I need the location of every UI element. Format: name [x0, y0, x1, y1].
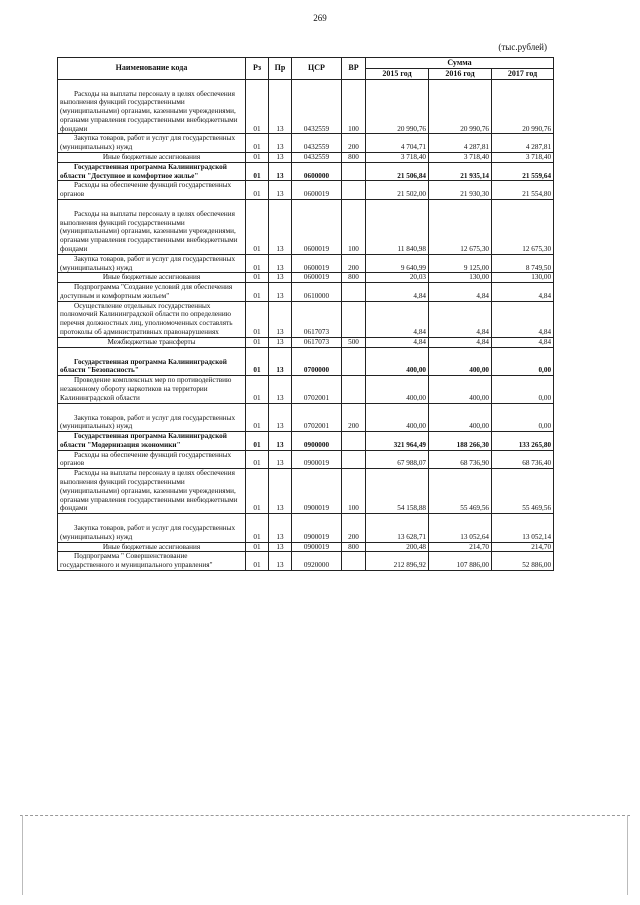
table-row [58, 337, 554, 347]
cell-rz: 01 [246, 162, 269, 181]
table-row [58, 181, 554, 200]
table-row [58, 199, 554, 254]
cell-rz: 01 [246, 347, 269, 376]
cell-y2016: 214,70 [429, 542, 492, 552]
cell-y2016: 3 718,40 [429, 152, 492, 162]
cell-y2017: 214,70 [492, 542, 554, 552]
cell-name: Иные бюджетные ассигнования [58, 152, 246, 162]
cell-y2016: 107 886,00 [429, 552, 492, 571]
cell-rz: 01 [246, 283, 269, 302]
table-row [58, 376, 554, 403]
cell-y2017: 8 749,50 [492, 254, 554, 273]
cell-name: Закупка товаров, работ и услуг для государственных (муниципальных) нужд [58, 134, 246, 153]
cell-y2015: 400,00 [366, 376, 429, 403]
cell-y2016: 4 287,81 [429, 134, 492, 153]
cell-y2016: 20 990,76 [429, 79, 492, 134]
cell-pr: 13 [269, 134, 292, 153]
cell-rz: 01 [246, 134, 269, 153]
cell-vr [342, 181, 366, 200]
table-row [58, 542, 554, 552]
cell-name: Иные бюджетные ассигнования [58, 273, 246, 283]
cell-y2016: 21 935,14 [429, 162, 492, 181]
cell-y2017: 4 287,81 [492, 134, 554, 153]
cell-y2015: 9 640,99 [366, 254, 429, 273]
table-row [58, 552, 554, 571]
cell-y2015: 20 990,76 [366, 79, 429, 134]
cell-name: Расходы на выплаты персоналу в целях обеспечения выполнения функций государственными (муниципальными) органами, казенными учреждениями, органами управления государственными внебюджетными фондами [58, 79, 246, 134]
cell-y2016: 68 736,90 [429, 450, 492, 469]
cell-rz: 01 [246, 450, 269, 469]
table-row [58, 469, 554, 514]
cell-csr: 0900019 [292, 450, 342, 469]
cell-y2016: 12 675,30 [429, 199, 492, 254]
cell-csr: 0617073 [292, 301, 342, 337]
cell-csr: 0600019 [292, 181, 342, 200]
cell-y2015: 13 628,71 [366, 514, 429, 543]
cell-y2017: 52 886,00 [492, 552, 554, 571]
table-row [58, 162, 554, 181]
header-sum: Сумма [366, 58, 554, 69]
cell-vr: 200 [342, 134, 366, 153]
cell-vr [342, 347, 366, 376]
cell-y2016: 21 930,30 [429, 181, 492, 200]
cell-y2017: 68 736,40 [492, 450, 554, 469]
cell-pr: 13 [269, 347, 292, 376]
page-number: 269 [313, 13, 327, 23]
header-csr: ЦСР [292, 58, 342, 80]
cell-y2015: 21 506,84 [366, 162, 429, 181]
cell-csr: 0600019 [292, 199, 342, 254]
cell-pr: 13 [269, 552, 292, 571]
table-row [58, 134, 554, 153]
cell-y2017: 55 469,56 [492, 469, 554, 514]
cell-csr: 0432559 [292, 152, 342, 162]
cell-csr: 0610000 [292, 283, 342, 302]
cell-rz: 01 [246, 469, 269, 514]
header-name: Наименование кода [58, 58, 246, 80]
cell-pr: 13 [269, 254, 292, 273]
cell-pr: 13 [269, 376, 292, 403]
cell-y2017: 4,84 [492, 337, 554, 347]
cell-vr: 500 [342, 337, 366, 347]
cell-csr: 0617073 [292, 337, 342, 347]
cell-y2016: 400,00 [429, 347, 492, 376]
cell-vr: 200 [342, 254, 366, 273]
cell-y2017: 13 052,14 [492, 514, 554, 543]
cell-y2017: 133 265,80 [492, 432, 554, 451]
cell-rz: 01 [246, 376, 269, 403]
cell-y2015: 400,00 [366, 403, 429, 432]
cell-y2015: 200,48 [366, 542, 429, 552]
cell-y2015: 11 840,98 [366, 199, 429, 254]
cell-csr: 0900019 [292, 514, 342, 543]
cell-csr: 0900000 [292, 432, 342, 451]
cell-vr: 800 [342, 542, 366, 552]
cell-y2017: 12 675,30 [492, 199, 554, 254]
cell-vr: 800 [342, 273, 366, 283]
unit-label: (тыс.рублей) [498, 42, 547, 52]
budget-table [57, 57, 554, 571]
cell-name: Проведение комплексных мер по противодействию незаконному обороту наркотиков на территории Калининградской области [58, 376, 246, 403]
cell-rz: 01 [246, 181, 269, 200]
cell-pr: 13 [269, 403, 292, 432]
header-year-2016: 2016 год [429, 68, 492, 79]
cell-pr: 13 [269, 162, 292, 181]
cell-name: Закупка товаров, работ и услуг для государственных (муниципальных) нужд [58, 403, 246, 432]
cell-y2017: 21 559,64 [492, 162, 554, 181]
cell-name: Подпрограмма " Совершенствование государственного и муниципального управления" [58, 552, 246, 571]
cell-vr [342, 376, 366, 403]
cell-vr [342, 432, 366, 451]
cell-y2017: 21 554,80 [492, 181, 554, 200]
cell-rz: 01 [246, 79, 269, 134]
scan-margin-line-right [627, 815, 628, 895]
cell-pr: 13 [269, 432, 292, 451]
cell-y2016: 400,00 [429, 376, 492, 403]
cell-csr: 0600019 [292, 273, 342, 283]
header-rz: Рз [246, 58, 269, 80]
cell-csr: 0702001 [292, 376, 342, 403]
cell-rz: 01 [246, 552, 269, 571]
header-vr: ВР [342, 58, 366, 80]
cell-y2015: 4,84 [366, 301, 429, 337]
header-pr: Пр [269, 58, 292, 80]
cell-rz: 01 [246, 199, 269, 254]
cell-csr: 0432559 [292, 79, 342, 134]
cell-name: Государственная программа Калининградской области "Безопасность" [58, 347, 246, 376]
cell-name: Подпрограмма "Создание условий для обеспечения доступным и комфортным жильем" [58, 283, 246, 302]
cell-pr: 13 [269, 301, 292, 337]
cell-name: Государственная программа Калининградской области "Модернизация экономики" [58, 432, 246, 451]
cell-vr [342, 552, 366, 571]
cell-y2016: 4,84 [429, 301, 492, 337]
cell-csr: 0702001 [292, 403, 342, 432]
cell-pr: 13 [269, 199, 292, 254]
header-year-2017: 2017 год [492, 68, 554, 79]
cell-vr [342, 283, 366, 302]
cell-y2016: 55 469,56 [429, 469, 492, 514]
cell-vr: 200 [342, 403, 366, 432]
table-header-row [58, 58, 554, 69]
cell-y2016: 4,84 [429, 283, 492, 302]
cell-name: Закупка товаров, работ и услуг для государственных (муниципальных) нужд [58, 254, 246, 273]
cell-y2015: 67 988,07 [366, 450, 429, 469]
cell-y2017: 0,00 [492, 403, 554, 432]
cell-csr: 0600000 [292, 162, 342, 181]
cell-y2015: 212 896,92 [366, 552, 429, 571]
header-year-2015: 2015 год [366, 68, 429, 79]
cell-name: Закупка товаров, работ и услуг для государственных (муниципальных) нужд [58, 514, 246, 543]
cell-pr: 13 [269, 337, 292, 347]
cell-name: Межбюджетные трансферты [58, 337, 246, 347]
table-row [58, 450, 554, 469]
cell-name: Государственная программа Калининградской области "Доступное и комфортное жилье" [58, 162, 246, 181]
table-row [58, 79, 554, 134]
cell-y2015: 4,84 [366, 337, 429, 347]
cell-rz: 01 [246, 273, 269, 283]
cell-csr: 0600019 [292, 254, 342, 273]
cell-vr [342, 450, 366, 469]
cell-pr: 13 [269, 152, 292, 162]
cell-y2017: 0,00 [492, 347, 554, 376]
table-row [58, 152, 554, 162]
table-row [58, 403, 554, 432]
cell-csr: 0700000 [292, 347, 342, 376]
cell-pr: 13 [269, 283, 292, 302]
cell-y2016: 130,00 [429, 273, 492, 283]
cell-rz: 01 [246, 254, 269, 273]
table-row [58, 254, 554, 273]
cell-pr: 13 [269, 450, 292, 469]
cell-y2015: 400,00 [366, 347, 429, 376]
table-body [58, 79, 554, 571]
table-row [58, 301, 554, 337]
cell-rz: 01 [246, 337, 269, 347]
cell-y2017: 4,84 [492, 283, 554, 302]
cell-rz: 01 [246, 542, 269, 552]
cell-csr: 0920000 [292, 552, 342, 571]
cell-vr [342, 162, 366, 181]
cell-name: Расходы на обеспечение функций государственных органов [58, 450, 246, 469]
cell-name: Расходы на выплаты персоналу в целях обеспечения выполнения функций государственными (муниципальными) органами, казенными учреждениями, органами управления государственными внебюджетными фондами [58, 199, 246, 254]
cell-y2015: 3 718,40 [366, 152, 429, 162]
cell-y2017: 3 718,40 [492, 152, 554, 162]
cell-pr: 13 [269, 181, 292, 200]
scan-margin-line-left [22, 815, 23, 895]
cell-rz: 01 [246, 403, 269, 432]
cell-y2016: 13 052,64 [429, 514, 492, 543]
cell-pr: 13 [269, 79, 292, 134]
cell-rz: 01 [246, 301, 269, 337]
cell-vr: 100 [342, 79, 366, 134]
cell-y2017: 130,00 [492, 273, 554, 283]
cell-y2016: 4,84 [429, 337, 492, 347]
cell-pr: 13 [269, 542, 292, 552]
cell-y2016: 9 125,00 [429, 254, 492, 273]
table-row [58, 273, 554, 283]
cell-y2015: 321 964,49 [366, 432, 429, 451]
cell-y2017: 0,00 [492, 376, 554, 403]
cell-pr: 13 [269, 273, 292, 283]
cell-csr: 0900019 [292, 469, 342, 514]
cell-csr: 0432559 [292, 134, 342, 153]
cell-name: Расходы на выплаты персоналу в целях обеспечения выполнения функций государственными (муниципальными) органами, казенными учреждениями, органами управления государственными внебюджетными фондами [58, 469, 246, 514]
cell-rz: 01 [246, 514, 269, 543]
cell-y2015: 20,03 [366, 273, 429, 283]
cell-rz: 01 [246, 432, 269, 451]
cell-pr: 13 [269, 469, 292, 514]
cell-y2016: 400,00 [429, 403, 492, 432]
cell-y2017: 4,84 [492, 301, 554, 337]
cell-name: Осуществление отдельных государственных полномочий Калининградской области по определению перечня должностных лиц, уполномоченных составлять протоколы об административных правонарушениях [58, 301, 246, 337]
cell-y2015: 4,84 [366, 283, 429, 302]
table-row [58, 283, 554, 302]
cell-name: Иные бюджетные ассигнования [58, 542, 246, 552]
cell-name: Расходы на обеспечение функций государственных органов [58, 181, 246, 200]
cell-vr: 200 [342, 514, 366, 543]
table-row [58, 514, 554, 543]
cell-pr: 13 [269, 514, 292, 543]
cell-y2017: 20 990,76 [492, 79, 554, 134]
cell-y2015: 4 704,71 [366, 134, 429, 153]
cell-y2016: 188 266,30 [429, 432, 492, 451]
table-row [58, 432, 554, 451]
cell-y2015: 21 502,00 [366, 181, 429, 200]
cell-rz: 01 [246, 152, 269, 162]
cell-vr [342, 301, 366, 337]
cell-vr: 100 [342, 469, 366, 514]
cell-y2015: 54 158,88 [366, 469, 429, 514]
cell-csr: 0900019 [292, 542, 342, 552]
scan-cut-line [20, 815, 630, 816]
table-row [58, 347, 554, 376]
cell-vr: 100 [342, 199, 366, 254]
cell-vr: 800 [342, 152, 366, 162]
